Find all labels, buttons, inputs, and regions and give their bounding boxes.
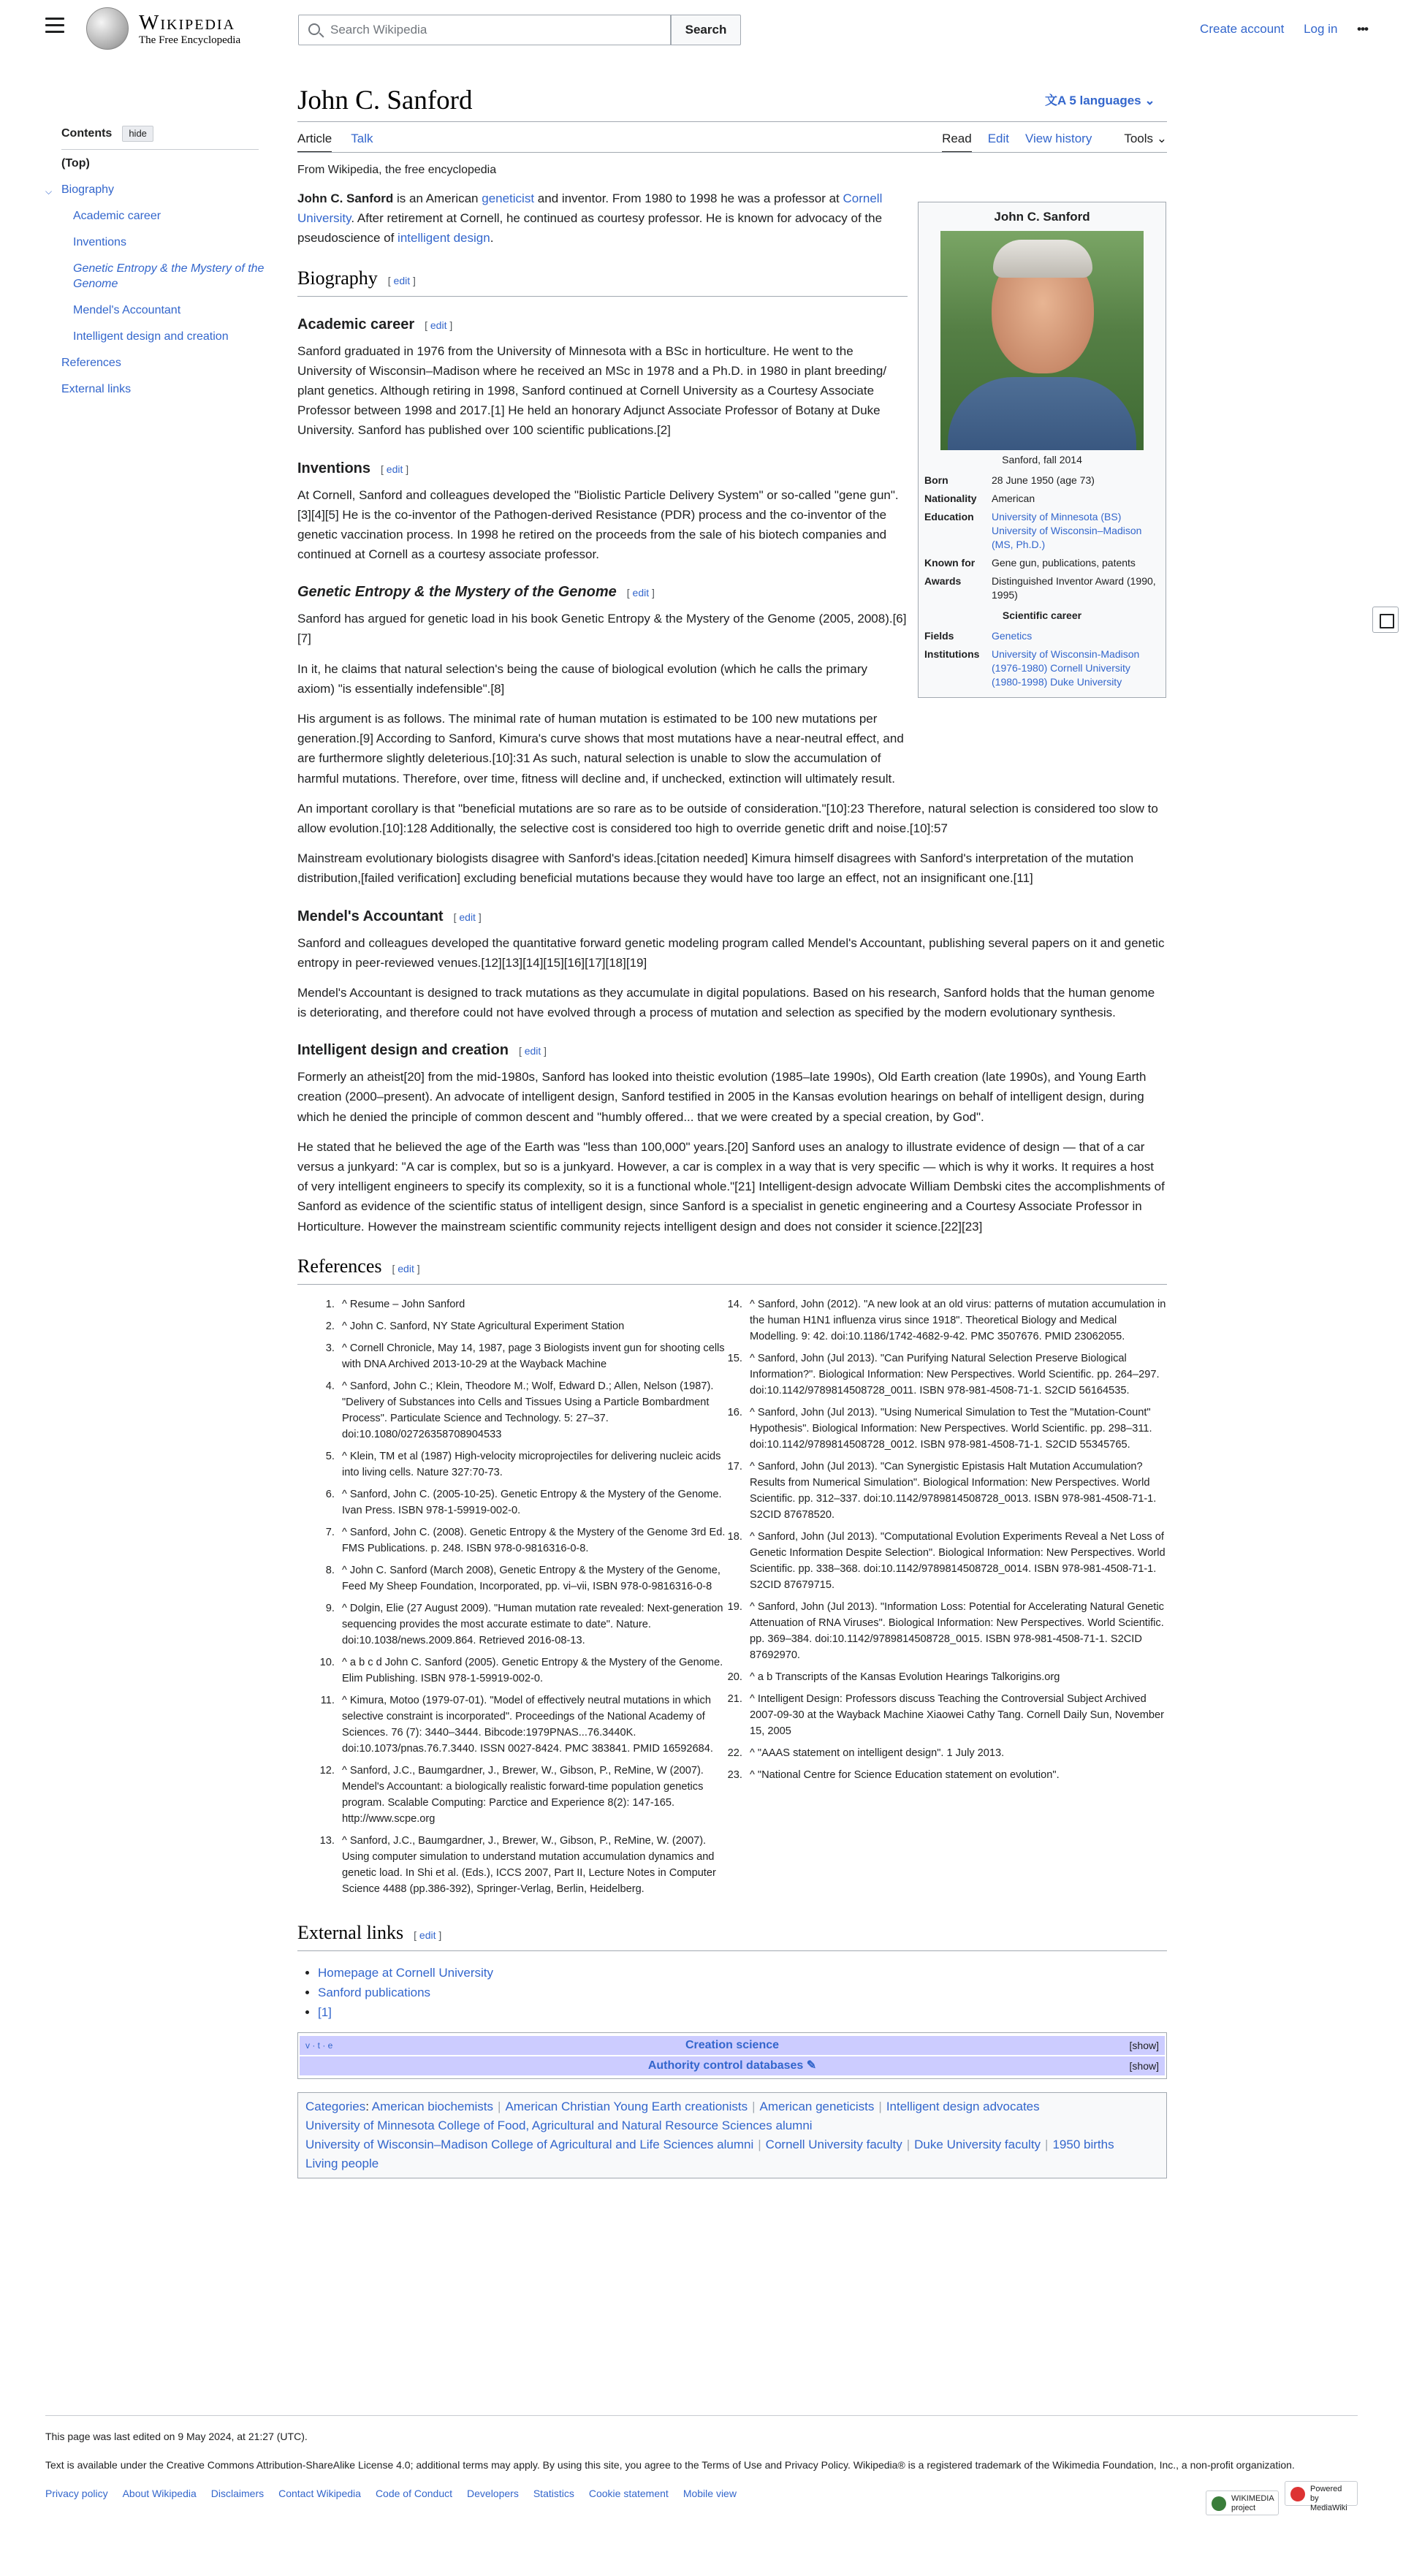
external-link[interactable]: Sanford publications	[318, 1985, 431, 1999]
paragraph: Mainstream evolutionary biologists disagree with Sanford's ideas.[citation needed] Kimura himself disagrees with Sanford's interpretation of the mutation distribution,[failed verification] excluding beneficial mutations because they would have too large an effect, not an insignificant one.[11]	[297, 851, 1134, 886]
search-input[interactable]	[330, 20, 659, 39]
toc-hide-button[interactable]: hide	[122, 126, 153, 142]
section-heading-references	[297, 1254, 1167, 1285]
reference-item[interactable]: 23. ^ "National Centre for Science Education statement on evolution".	[745, 1767, 1167, 1783]
last-edited: This page was last edited on 9 May 2024, at 21:27 (UTC).	[45, 2431, 308, 2442]
lead-text: .	[490, 231, 494, 246]
edit-section: [ edit ]	[518, 1045, 547, 1057]
tools-menu[interactable]: Tools ⌄	[1108, 129, 1167, 154]
reference-item[interactable]: 9. ^ Dolgin, Elie (27 August 2009). "Human mutation rate revealed: Next-generation sequencing provides the most accurate estimate to date". Nature. doi:10.1038/news.2009.864. Retrieved 2016-08-13.	[338, 1600, 732, 1649]
category-link[interactable]: Cornell University faculty	[765, 2138, 902, 2152]
reference-item[interactable]: 2. ^ John C. Sanford, NY State Agricultural Experiment Station	[338, 1318, 732, 1334]
heading-label: Intelligent design and creation	[297, 1042, 509, 1059]
infobox-label: Education	[924, 511, 974, 523]
paragraph: He stated that he believed the age of the Earth was "less than 100,000" years.[20] Sanford uses an analogy to illustrate evidence of design — that of a car versus a junkyard: "A car is complex, but so is a junkyard. However, a car is complex in a way that is very specific — which is why it works. It requires a host of very intelligent engineers to specify its complexity, so it is a functional whole."[21] Intelligent-design advocate William Dembski cites the accomplishments of Sanford as evidence of the scientific status of intelligent design, since Sanford is a specialist in genetic engineering and a Courtesy Associate Professor in Horticulture. However the mainstream scientific community rejects intelligent design and does not consider it science.[22][23]	[297, 1139, 1165, 1234]
footer-link[interactable]: Privacy policy	[45, 2488, 108, 2499]
user-links	[1184, 19, 1368, 39]
language-count: 5 languages	[1069, 94, 1141, 107]
tab-talk[interactable]: Talk	[351, 132, 373, 145]
reference-item[interactable]: 17. ^ Sanford, John (Jul 2013). "Can Synergistic Epistasis Halt Mutation Accumulation? Results from Numerical Simulation". Biological Information: New Perspectives. World Scientific. pp. 312–337. doi:10.1142/9789814508728_0013. ISBN 978-981-4508-71-1. S2CID 87678520.	[745, 1459, 1167, 1523]
reference-item[interactable]: 16. ^ Sanford, John (Jul 2013). "Using Numerical Simulation to Test the "Mutation-Count" Hypothesis". Biological Information: New Perspectives. World Scientific. pp. 298–311. doi:10.1142/9789814508728_0012. ISBN 978-981-4508-71-1. S2CID 55345765.	[745, 1405, 1167, 1453]
category-link[interactable]: Living people	[305, 2157, 379, 2171]
section-heading-external-links	[297, 1920, 1167, 1951]
fullscreen-icon[interactable]	[1372, 607, 1399, 633]
footer-link[interactable]: About Wikipedia	[122, 2488, 197, 2499]
section-heading-inventions	[297, 458, 1167, 479]
heading-label: Biography	[297, 267, 378, 289]
title-divider	[297, 121, 1167, 122]
reference-item[interactable]: 19. ^ Sanford, John (Jul 2013). "Information Loss: Potential for Accelerating Natural Genetic Attenuation of RNA Viruses". Biological Information: New Perspectives. World Scientific. pp. 369–384. doi:10.1142/9789814508728_0015. ISBN 978-981-4508-71-1. S2CID 87692970.	[745, 1599, 1167, 1663]
reference-item[interactable]: 4. ^ Sanford, John C.; Klein, Theodore M.; Wolf, Edward D.; Allen, Nelson (1987). "Delivery of Substances into Cells and Tissues Using a Particle Bombardment Process". Particulate Science and Technology. 5: 27–37. doi:10.1080/02726358708904533	[338, 1378, 732, 1443]
reference-item[interactable]: 21. ^ Intelligent Design: Professors discuss Teaching the Controversial Subject Archived 2007-09-30 at the Wayback Machine Xiaowei Cathy Tang. Cornell Daily Sun, November 15, 2005	[745, 1691, 1167, 1739]
search-form	[298, 15, 734, 45]
navbox-authority-control[interactable]	[300, 2056, 1165, 2075]
tab-edit[interactable]: Edit	[987, 132, 1009, 145]
page-tabs	[297, 127, 1167, 153]
navbox-title[interactable]: Authority control databases	[647, 2059, 804, 2072]
tab-view-history[interactable]: View history	[1025, 132, 1092, 145]
infobox-value: 28 June 1950 (age 73)	[992, 474, 1095, 486]
toc-heading	[61, 124, 265, 143]
toc-item-inventions[interactable]: Inventions	[73, 235, 126, 248]
paragraph: Sanford graduated in 1976 from the University of Minnesota with a BSc in horticulture. He went to the University of Wisconsin–Madison where he received an MSc in 1978 and a Ph.D. in 1980 in plant breeding/ plant genetics. Although retiring in 1998, Sanford continued at Cornell University as a Courtesy Associate Professor between 1998 and 2017.[1] He held an honorary Adjunct Associate Professor of Botany at Duke University. Sanford has published over 100 scientific publications.[2]	[297, 343, 887, 438]
edit-section: [ edit ]	[626, 587, 655, 599]
link-intelligent-design[interactable]: intelligent design	[398, 231, 490, 246]
reference-item[interactable]: 22. ^ "AAAS statement on intelligent design". 1 July 2013.	[745, 1745, 1167, 1761]
edit-section: [ edit ]	[381, 463, 409, 475]
toc-item-genetic-entropy[interactable]: Genetic Entropy & the Mystery of the Genome	[73, 262, 265, 290]
reference-list	[297, 1296, 1167, 1903]
footer-divider	[45, 2415, 1358, 2416]
infobox-value-fields[interactable]: Genetics	[992, 630, 1033, 642]
external-links-list	[297, 1963, 1167, 2023]
category-link[interactable]: 1950 births	[1052, 2138, 1114, 2152]
reference-item[interactable]: 10. ^ a b c d John C. Sanford (2005). Genetic Entropy & the Mystery of the Genome. Elim Publishing. ISBN 978-1-59919-002-0.	[338, 1654, 732, 1687]
footer-link[interactable]: Developers	[467, 2488, 519, 2499]
vte-links[interactable]: v · t · e	[305, 2040, 333, 2051]
navbox	[297, 2032, 1167, 2079]
link-geneticist[interactable]: geneticist	[482, 191, 535, 205]
paragraph: Sanford and colleagues developed the quantitative forward genetic modeling program called Mendel's Accountant, publishing several papers on it and genetic entropy in peer-reviewed venues.[12][13][14][15][16][17][18][19]	[297, 935, 1165, 970]
mediawiki-badge[interactable]: Powered by MediaWiki	[1285, 2481, 1358, 2506]
page-title: John C. Sanford	[297, 86, 473, 115]
edit-section: [ edit ]	[414, 1929, 442, 1941]
main-menu-icon[interactable]	[45, 18, 64, 34]
search-button[interactable]: Search	[671, 15, 741, 45]
category-link[interactable]: University of Minnesota College of Food, Agricultural and Natural Resource Sciences alumni	[305, 2119, 813, 2133]
reference-item[interactable]: 15. ^ Sanford, John (Jul 2013). "Can Purifying Natural Selection Preserve Biological Information?". Biological Information: New Perspectives. World Scientific. pp. 264–297. doi:10.1142/9789814508728_0011. ISBN 978-981-4508-71-1. S2CID 56164535.	[745, 1350, 1167, 1399]
infobox-title: John C. Sanford	[994, 210, 1090, 224]
footer-link[interactable]: Mobile view	[683, 2488, 737, 2499]
heading-label: Genetic Entropy & the Mystery of the Genome	[297, 584, 617, 601]
heading-label: Mendel's Accountant	[297, 908, 444, 924]
lead-text: and inventor. From 1980 to 1998 he was a professor at	[534, 191, 843, 205]
tabs-divider	[297, 152, 1167, 153]
paragraph: Formerly an atheist[20] from the mid-1980s, Sanford has looked into theistic evolution (1985–late 1990s), Old Earth creation (late 1990s), and Young Earth creation (2000–present). An advocate of intelligent design, Sanford testified in 2005 in the Kansas evolution hearings on behalf of intelligent design, during which he denied the principle of common descent and "humbly offered... that we were created by a special creation, by God".	[297, 1070, 1147, 1124]
infobox-value-institutions[interactable]: University of Wisconsin-Madison (1976-1980) Cornell University (1980-1998) Duke University	[992, 648, 1140, 688]
footer-link[interactable]: Contact Wikipedia	[278, 2488, 361, 2499]
tab-read[interactable]: Read	[942, 129, 972, 153]
reference-item[interactable]: 5. ^ Klein, TM et al (1987) High-velocity microprojectiles for delivering nucleic acids into living cells. Nature 327:70-73.	[338, 1448, 732, 1481]
edit-section: [ edit ]	[453, 911, 482, 923]
edit-link[interactable]: edit	[398, 1262, 414, 1274]
table-of-contents	[45, 124, 265, 408]
wikimedia-badge[interactable]: WIKIMEDIA project	[1206, 2490, 1279, 2515]
lead-text: is an American	[393, 191, 482, 205]
wikipedia-wordmark[interactable]	[139, 12, 240, 47]
paragraph: In it, he claims that natural selection's being the cause of biological evolution (which he calls the primary axiom) "is essentially indefensible".[8]	[297, 661, 867, 696]
edit-link[interactable]: edit	[430, 319, 447, 331]
infobox-subheader: Scientific career	[1002, 609, 1082, 621]
infobox-value: Gene gun, publications, patents	[992, 557, 1136, 569]
footer-link[interactable]: Statistics	[533, 2488, 574, 2499]
category-link[interactable]: University of Wisconsin–Madison College of Agricultural and Life Sciences alumni	[305, 2138, 754, 2152]
tools-label: Tools	[1124, 132, 1154, 145]
reference-item[interactable]: 11. ^ Kimura, Motoo (1979-07-01). "Model of effectively neutral mutations in which selective constraint is incorporated". Proceedings of the National Academy of Sciences. 76 (7): 3440–3444. Bibcode:1979PNAS...76.3440K. doi:10.1073/pnas.76.7.3440. ISSN 0027-8424. PMC 383841. PMID 16592684.	[338, 1692, 732, 1757]
wikipedia-globe-logo[interactable]	[86, 7, 129, 50]
link-cornell[interactable]: Cornell University	[297, 191, 883, 226]
license-text: Text is available under the Creative Commons Attribution-ShareAlike License 4.0; additional terms may apply. By using this site, you agree to the Terms of Use and Privacy Policy. Wikipedia® is a registered trademark of the Wikimedia Foundation, Inc., a non-profit organization.	[45, 2459, 1295, 2471]
footer-link[interactable]: Cookie statement	[588, 2488, 669, 2499]
toc-item-external-links[interactable]: External links	[61, 382, 132, 395]
category-link[interactable]: Intelligent design advocates	[886, 2100, 1040, 2114]
reference-item[interactable]: 1. ^ Resume – John Sanford	[338, 1296, 732, 1312]
photo-caption: Sanford, fall 2014	[1002, 454, 1082, 466]
chevron-down-icon[interactable]: ⌵	[45, 186, 53, 197]
reference-item[interactable]: 13. ^ Sanford, J.C., Baumgardner, J., Brewer, W., Gibson, P., ReMine, W. (2007). Using computer simulation to understand mutation accumulation dynamics and genetic load. In Shi et al. (Eds.), ICCS 2007, Part II, Lecture Notes in Computer Science 4488 (pp.386-392), Springer-Verlag, Berlin, Heidelberg.	[338, 1833, 732, 1897]
site-header	[0, 0, 1403, 58]
reference-item[interactable]: 12. ^ Sanford, J.C., Baumgardner, J., Brewer, W., Gibson, P., ReMine, W (2007). Mendel's Accountant: a biologically realistic forward-time population genetics program. Scalable Computing: Parctice and Experience 8(2): 147-165. http://www.scpe.org	[338, 1763, 732, 1827]
search-icon	[308, 23, 320, 35]
category-link[interactable]: American Christian Young Earth creationists	[505, 2100, 748, 2114]
heading-label: References	[297, 1255, 382, 1277]
toc-item-mendels-accountant[interactable]: Mendel's Accountant	[73, 303, 181, 316]
wordmark-title: Wikipedia	[139, 11, 236, 34]
paragraph: At Cornell, Sanford and colleagues developed the "Biolistic Particle Delivery System" or so-called "gene gun".[3][4][5] He is the co-inventor of the Pathogen-derived Resistance (PDR) process and the co-inventor of the genetic vaccination process. In 1998 he retired on the proceeds from the sale of his biotech companies and continued at Cornell as a courtesy associate professor.	[297, 487, 899, 562]
external-link[interactable]: Homepage at Cornell University	[318, 1965, 493, 1980]
infobox-value: American	[992, 493, 1035, 504]
infobox-value-education[interactable]: University of Minnesota (BS) University of Wisconsin–Madison (MS, Ph.D.)	[992, 511, 1142, 550]
site-footer	[45, 2415, 1358, 2512]
edit-section: [ edit ]	[387, 274, 416, 286]
toc-item-references[interactable]: References	[61, 356, 121, 369]
edit-link[interactable]: edit	[419, 1929, 436, 1941]
edit-link[interactable]: edit	[386, 463, 403, 475]
category-link[interactable]: Duke University faculty	[914, 2138, 1041, 2152]
pencil-icon[interactable]: ✎	[803, 2059, 817, 2072]
reference-column-1	[297, 1296, 732, 1903]
site-sub: From Wikipedia, the free encyclopedia	[297, 164, 497, 176]
toc-item-academic-career[interactable]: Academic career	[73, 209, 161, 222]
lead-subject: John C. Sanford	[297, 191, 394, 205]
infobox-label: Born	[924, 474, 948, 486]
external-link[interactable]: [1]	[318, 2005, 332, 2020]
edit-section: [ edit ]	[392, 1262, 420, 1274]
infobox-value: Distinguished Inventor Award (1990, 1995)	[992, 575, 1156, 601]
edit-link[interactable]: edit	[632, 587, 650, 599]
toc-divider	[61, 149, 259, 150]
infobox-label: Awards	[924, 575, 962, 587]
infobox-label: Known for	[924, 557, 976, 569]
edit-link[interactable]: edit	[524, 1045, 541, 1057]
reference-item[interactable]: 3. ^ Cornell Chronicle, May 14, 1987, page 3 Biologists invent gun for shooting cells with DNA Archived 2013-10-29 at the Wayback Machine	[338, 1340, 732, 1372]
more-options-icon[interactable]: •••	[1357, 22, 1368, 36]
tab-article[interactable]: Article	[297, 129, 332, 153]
toc-item-intelligent-design[interactable]: Intelligent design and creation	[73, 330, 229, 343]
category-link[interactable]: American geneticists	[759, 2100, 875, 2114]
categories-label[interactable]: Categories	[305, 2100, 366, 2114]
edit-section: [ edit ]	[425, 319, 453, 331]
language-icon: 文A	[1045, 94, 1070, 107]
toc-item-label: Biography	[61, 183, 115, 196]
paragraph: An important corollary is that "beneficial mutations are so rare as to be outside of consideration."[10]:23 Therefore, natural selection is considered too slow to allow evolution.[10]:128 Additionally, the selective cost is considered too high to override genetic drift and noise.[10]:57	[297, 801, 1158, 835]
category-link[interactable]: American biochemists	[371, 2100, 494, 2114]
reference-item[interactable]: 8. ^ John C. Sanford (March 2008), Genetic Entropy & the Mystery of the Genome, Feed My Sheep Foundation, Incorporated, pp. vi–vii, ISBN 978-0-9816316-0-8	[338, 1562, 732, 1595]
navbox-title[interactable]: Creation science	[685, 2039, 780, 2052]
lead-paragraph	[297, 189, 897, 248]
footer-link[interactable]: Disclaimers	[210, 2488, 265, 2499]
reference-item[interactable]: 18. ^ Sanford, John (Jul 2013). "Computational Evolution Experiments Reveal a Net Loss of Genetic Information Despite Selection". Biological Information: New Perspectives. World Scientific. pp. 338–368. doi:10.1142/9789814508728_0014. ISBN 978-981-4508-71-1. S2CID 87679715.	[745, 1529, 1167, 1593]
language-button[interactable]	[1045, 91, 1155, 110]
section-heading-academic-career	[297, 314, 1167, 335]
paragraph: Mendel's Accountant is designed to track mutations as they accumulate in digital populations. Based on his research, Sanford holds that the human genome is deteriorating, and therefore could not have evolved through a process of mutation and selection as specified by the modern evolutionary synthesis.	[297, 985, 1155, 1020]
infobox-label: Fields	[924, 630, 954, 642]
log-in-link[interactable]: Log in	[1304, 22, 1338, 36]
category-links: Categories: American biochemists | American Christian Young Earth creationists | American geneticists | Intelligent design advocates University of Minnesota College of Food, Agricultural and Natural Resource Sciences alumni University of Wisconsin–Madison College of Agricultural and Life Sciences alumni | Cornell University faculty | Duke University faculty | 1950 births Living people	[297, 2092, 1167, 2178]
navbox-creation-science[interactable]	[300, 2036, 1165, 2055]
section-heading-genetic-entropy	[297, 582, 1167, 603]
lead-text: . After retirement at Cornell, he continued as courtesy professor. He is known for advocacy of the pseudoscience of	[297, 211, 883, 246]
reference-item[interactable]: 14. ^ Sanford, John (2012). "A new look at an old virus: patterns of mutation accumulation in the human H1N1 influenza virus since 1918". Theoretical Biology and Medical Modelling. 9: 42. doi:10.1186/1742-4682-9-42. PMC 3507676. PMID 23062055.	[745, 1296, 1167, 1345]
paragraph: His argument is as follows. The minimal rate of human mutation is estimated to be 100 new mutations per generation.[9] According to Sanford, Kimura's curve shows that most mutations have a near-neutral effect, and are furthermore slightly deleterious.[10]:31 As such, natural selection is unable to slow the accumulation of harmful mutations. Therefore, over time, fitness will decline and, if unchecked, extinction will ultimately result.	[297, 712, 904, 786]
reference-item[interactable]: 6. ^ Sanford, John C. (2005-10-25). Genetic Entropy & the Mystery of the Genome. Ivan Press. ISBN 978-1-59919-002-0.	[338, 1486, 732, 1519]
section-heading-mendels-accountant	[297, 906, 1167, 927]
wordmark-tagline: The Free Encyclopedia	[139, 34, 241, 46]
edit-link[interactable]: edit	[393, 274, 411, 286]
create-account-link[interactable]: Create account	[1200, 22, 1285, 36]
section-heading-biography	[297, 266, 908, 297]
article-body	[297, 189, 1167, 2178]
heading-label: External links	[297, 1921, 404, 1943]
heading-label: Academic career	[297, 316, 415, 333]
toc-heading-label: Contents	[61, 127, 113, 140]
edit-link[interactable]: edit	[459, 911, 476, 923]
reference-item[interactable]: 20. ^ a b Transcripts of the Kansas Evolution Hearings Talkorigins.org	[745, 1669, 1167, 1685]
footer-links	[45, 2486, 1358, 2501]
infobox-label: Institutions	[924, 648, 980, 660]
footer-badges	[1200, 2481, 1358, 2515]
reference-item[interactable]: 7. ^ Sanford, John C. (2008). Genetic Entropy & the Mystery of the Genome 3rd Ed. FMS Publications. p. 248. ISBN 978-0-9816316-0-8.	[338, 1524, 732, 1557]
heading-label: Inventions	[297, 460, 371, 476]
infobox-label: Nationality	[924, 493, 977, 504]
show-toggle[interactable]: [show]	[1129, 2040, 1159, 2052]
toc-item-biography[interactable]	[45, 182, 265, 197]
paragraph: Sanford has argued for genetic load in his book Genetic Entropy & the Mystery of the Genome (2005, 2008).[6][7]	[297, 612, 907, 646]
show-toggle[interactable]: [show]	[1129, 2060, 1159, 2072]
footer-link[interactable]: Code of Conduct	[375, 2488, 453, 2499]
section-heading-intelligent-design	[297, 1040, 1167, 1061]
toc-item-top[interactable]: (Top)	[61, 156, 90, 170]
chevron-down-icon: ⌄	[1141, 94, 1155, 107]
reference-column-2	[732, 1296, 1167, 1903]
